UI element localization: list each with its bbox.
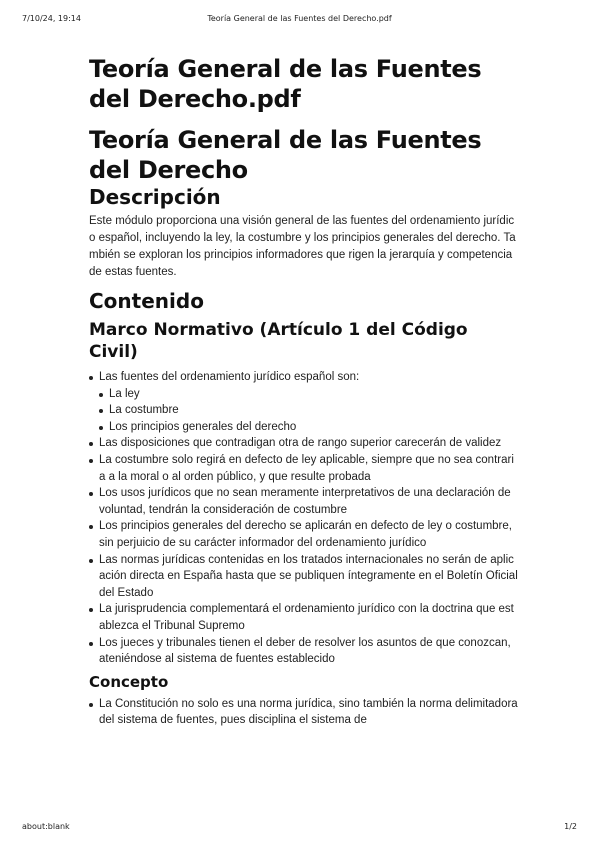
- print-url: about:blank: [22, 822, 70, 831]
- document-body: [89, 54, 519, 729]
- marco-normativo-heading: Marco Normativo (Artículo 1 del Código Civil): [89, 320, 468, 362]
- description-text: Este módulo proporciona una visión general de las fuentes del ordenamiento jurídico español, incluyendo la ley, la costumbre y los principios generales del derecho. También se exploran los principios informadores que rigen la jerarquía y competencia de estas fuentes.: [89, 215, 516, 278]
- list-item: La costumbre solo regirá en defecto de ley aplicable, siempre que no sea contraria a la moral o al orden público, y que resulte probada: [89, 452, 519, 485]
- list-item: Los jueces y tribunales tienen el deber de resolver los asuntos de que conozcan, ateniéndose al sistema de fuentes establecido: [89, 635, 519, 668]
- marco-normativo-list: [89, 369, 519, 668]
- list-item: Las disposiciones que contradigan otra de rango superior carecerán de validez: [89, 435, 519, 452]
- list-item: Las normas jurídicas contenidas en los tratados internacionales no serán de aplicación directa en España hasta que se publiquen íntegramente en el Boletín Oficial del Estado: [89, 552, 519, 602]
- list-item: La Constitución no solo es una norma jurídica, sino también la norma delimitadora del sistema de fuentes, pues disciplina el sistema de: [89, 696, 519, 729]
- list-item: Los principios generales del derecho se aplicarán en defecto de ley o costumbre, sin perjuicio de su carácter informador del ordenamiento jurídico: [89, 518, 519, 551]
- concepto-list: [89, 696, 519, 729]
- page-number: 1/2: [564, 822, 577, 831]
- file-title: Teoría General de las Fuentes del Derecho.pdf: [89, 55, 482, 113]
- print-date: 7/10/24, 19:14: [22, 14, 81, 23]
- print-doc-name: Teoría General de las Fuentes del Derecho.pdf: [207, 14, 392, 23]
- list-item: Los usos jurídicos que no sean meramente interpretativos de una declaración de voluntad, tendrán la consideración de costumbre: [89, 485, 519, 518]
- list-item: Los principios generales del derecho: [99, 419, 519, 436]
- description-heading: Descripción: [89, 185, 221, 209]
- list-item: La jurisprudencia complementará el ordenamiento jurídico con la doctrina que establezca el Tribunal Supremo: [89, 601, 519, 634]
- fuentes-sub-list: [99, 386, 519, 436]
- print-footer: [22, 822, 577, 834]
- list-item: La costumbre: [99, 402, 519, 419]
- print-header: [22, 14, 577, 26]
- list-item-text: Las fuentes del ordenamiento jurídico español son:: [99, 371, 360, 383]
- concepto-heading: Concepto: [89, 672, 169, 691]
- contenido-heading: Contenido: [89, 289, 204, 313]
- list-item: [89, 369, 519, 435]
- list-item: La ley: [99, 386, 519, 403]
- page-title: Teoría General de las Fuentes del Derecho: [89, 126, 482, 184]
